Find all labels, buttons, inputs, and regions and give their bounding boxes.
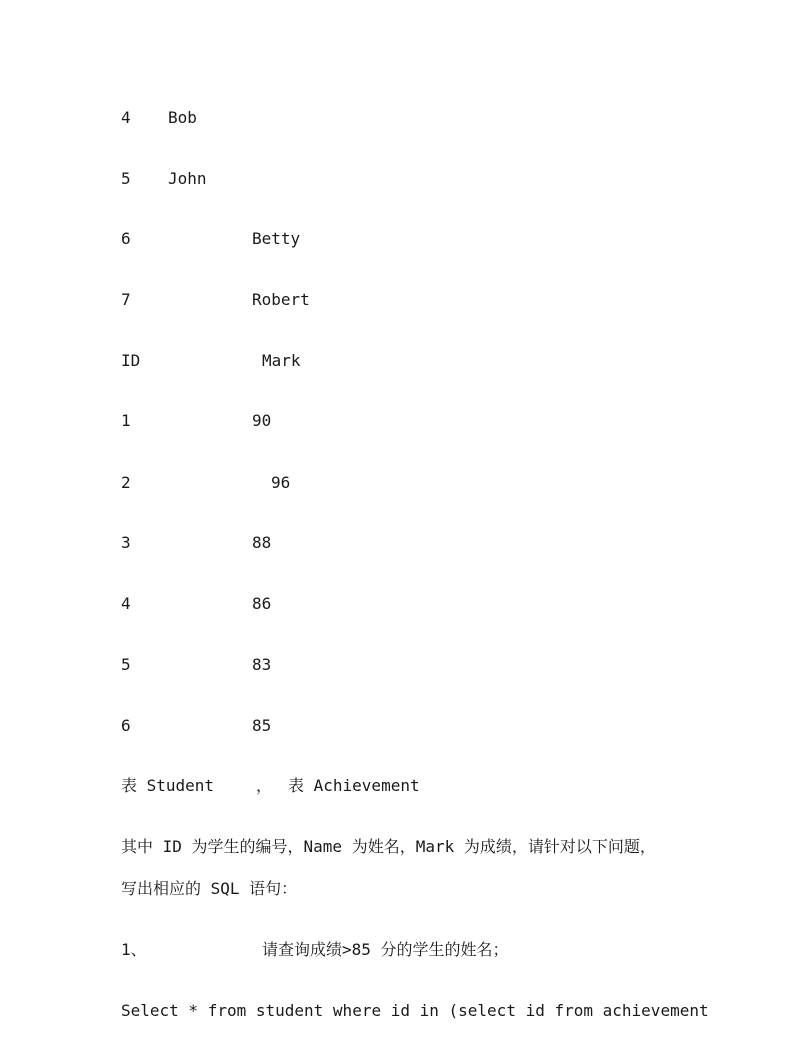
achievement-row-id: 3 bbox=[121, 533, 131, 552]
achievement-row-id: 4 bbox=[121, 594, 131, 613]
achievement-row-mark: 85 bbox=[252, 716, 272, 735]
student-row-name: John bbox=[168, 169, 207, 188]
caption-separator: ， bbox=[256, 776, 273, 795]
achievement-header-mark: Mark bbox=[262, 351, 301, 370]
question-number: 1、 bbox=[121, 940, 147, 959]
caption-achievement: 表 Achievement bbox=[288, 776, 420, 795]
student-row-id: 6 bbox=[121, 229, 131, 248]
student-row-name: Bob bbox=[168, 108, 197, 127]
student-row-name: Robert bbox=[252, 290, 310, 309]
student-row-id: 4 bbox=[121, 108, 131, 127]
achievement-row-id: 2 bbox=[121, 473, 131, 492]
achievement-row-id: 1 bbox=[121, 411, 131, 430]
achievement-row-mark: 86 bbox=[252, 594, 272, 613]
achievement-row-mark: 90 bbox=[252, 411, 272, 430]
achievement-row-id: 5 bbox=[121, 655, 131, 674]
question-text: 请查询成绩>85 分的学生的姓名； bbox=[262, 940, 509, 959]
achievement-row-mark: 83 bbox=[252, 655, 272, 674]
student-row-id: 7 bbox=[121, 290, 131, 309]
sql-answer-line: Select * from student where id in (select id from achievement bbox=[121, 1001, 709, 1020]
achievement-header-id: ID bbox=[121, 351, 141, 370]
achievement-row-mark: 96 bbox=[271, 473, 291, 492]
description-line-2: 写出相应的 SQL 语句： bbox=[121, 879, 298, 898]
achievement-row-mark: 88 bbox=[252, 533, 272, 552]
achievement-row-id: 6 bbox=[121, 716, 131, 735]
description-line-1: 其中 ID 为学生的编号，Name 为姓名，Mark 为成绩，请针对以下问题， bbox=[121, 837, 656, 856]
student-row-id: 5 bbox=[121, 169, 131, 188]
caption-student: 表 Student bbox=[121, 776, 215, 795]
student-row-name: Betty bbox=[252, 229, 301, 248]
